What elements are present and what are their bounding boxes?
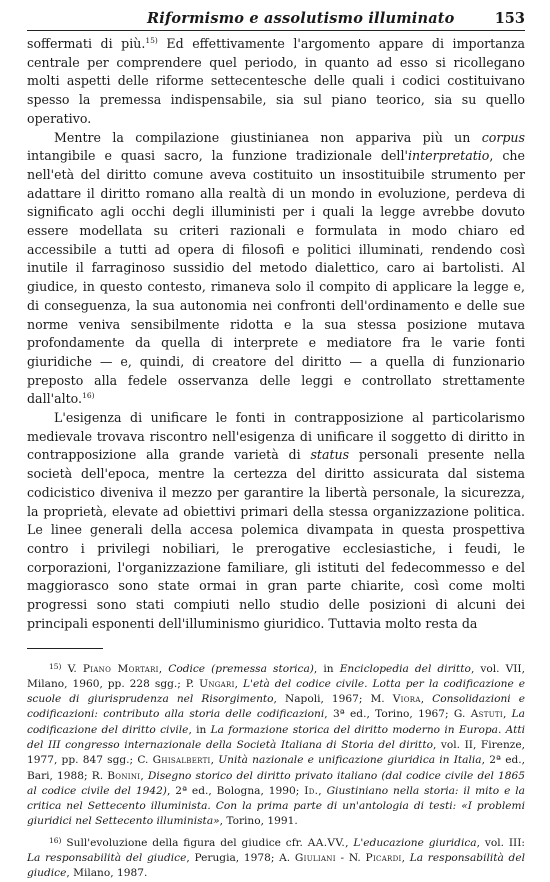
text-run: , Milano, 1987. — [66, 867, 148, 880]
work-title: La codificazione del diritto civile — [27, 708, 525, 736]
work-title: La formazione storica del diritto moderno in Europa. Atti del III congresso internazionale della Società Italiana di Storia del diritto — [27, 723, 525, 751]
author-name: Id. — [304, 784, 319, 797]
text-run: , — [345, 836, 354, 849]
footnote-number: 16) — [49, 835, 62, 845]
text-run: Ed effettivamente l'argomento appare di importanza centrale per comprendere quel periodo, in quanto ad esso si ricollegano molti aspetti delle riforme settecentesche delle quali i codici costituivano spesso la premessa indispensabile, sia sul piano teorico, sia su quello operativo. — [27, 36, 525, 126]
author-name: AA.VV. — [307, 836, 346, 849]
book-page — [27, 8, 525, 882]
main-text — [27, 35, 525, 634]
work-title: Enciclopedia del diritto — [339, 662, 471, 675]
footnote-ref-15: 15) — [145, 36, 158, 45]
author-name: Viora — [392, 693, 421, 706]
work-title: La responsabilità del giudice — [27, 852, 187, 865]
text-run: personali presente nella società dell'epoca, mentre la certezza del diritto assicurata dal sistema codicistico diveniva il mezzo per garantire la libertà personale, la sicurezza, la proprietà, elevate ad obiettivi primari della stessa organizzazione politica. Le linee generali della accesa polemica divampata in questa prospettiva contro i privilegi nobiliari, le prerogative ecclesiastiche, i feudi, le corporazioni, l'organizzazione familiare, gli istituti del fedecommesso e del maggiorasco sono state ormai in gran parte chiarite, così come molti progressi sono stati compiuti nello studio delle posizioni di alcuni dei principali esponenti dell'illuminismo giuridico. Tuttavia molto resta da — [27, 447, 526, 631]
text-run: , vol. II, Firenze, 1977, pp. 847 sgg.; C. — [27, 738, 525, 767]
text-run: intangibile e quasi sacro, la funzione tradizionale dell' — [27, 148, 408, 164]
running-header — [27, 8, 525, 31]
text-run: , — [158, 662, 169, 675]
text-run: , — [140, 769, 148, 782]
author-name: Ghisalberti — [152, 754, 211, 767]
text-run: Mentre la compilazione giustinianea non appariva più un — [54, 129, 482, 145]
text-run: , vol. VII, Milano, 1960, pp. 228 sgg.; P. — [27, 662, 525, 690]
author-name: Astuti — [470, 708, 503, 721]
footnote-ref-16: 16) — [82, 391, 95, 401]
work-title: L'educazione giuridica — [353, 836, 477, 849]
text-run: , — [401, 852, 410, 865]
text-run: , — [420, 693, 433, 706]
footnotes — [27, 662, 525, 882]
text-run: , — [318, 784, 327, 797]
italic-term: status — [310, 447, 350, 463]
paragraph-2 — [27, 129, 525, 410]
author-name: Picardi — [365, 852, 402, 865]
footnote-15 — [27, 662, 525, 830]
text-run: , — [234, 677, 243, 690]
text-run: , 2ª ed., Bologna, 1990; — [166, 784, 305, 797]
text-run: soffermati di più. — [27, 36, 146, 51]
author-name: Ungari — [199, 677, 235, 690]
work-title: Unità nazionale e unificazione giuridica in Italia — [218, 754, 482, 767]
paragraph-3 — [27, 409, 525, 633]
text-run: , 3ª ed., Torino, 1967; G. — [324, 708, 471, 721]
text-run: , — [210, 754, 219, 767]
text-run: , vol. III: — [476, 836, 525, 849]
footnote-divider — [27, 648, 103, 649]
author-name: Bonini — [107, 769, 141, 782]
text-run: , che nell'età del diritto comune aveva costituito un insostituibile strumento per adattare il diritto romano alla realtà di un mondo in evoluzione, perdeva di significato agli occhi degli illuministi per i quali la legge avrebbe dovuto essere modellata su criteri razionali e formulata in modo chiaro ed accessibile a tutti ad opera di filosofi e politici illuminati, rendendo così inutile il farraginoso sussidio del metodo dialettico, caro ai bartolisti. Al giudice, in questo contesto, rimaneva solo il compito di applicare la legge e, di conseguenza, la sua autonomia nei confronti dell'ordinamento e delle sue norme veniva sensibilmente ridotta e la sua stessa posizione mutava profondamente da quella di interprete e mediatore fra le varie fonti giuridiche — e, quindi, di creatore del diritto — a quella di funzionario preposto alla fedele osservanza delle leggi e controllato strettamente dall'alto. — [27, 148, 525, 407]
text-run: , Perugia, 1978; A. — [186, 852, 295, 865]
text-run: Sull'evoluzione della figura del giudice cfr. — [61, 836, 308, 849]
work-title: La responsabilità del giudice — [27, 852, 525, 880]
work-title: Disegno storico del diritto privato italiano (dal codice civile del 1865 al codice civile del 1942) — [27, 769, 525, 797]
author-name: Piano Mortari — [82, 662, 159, 675]
work-title: L'età del codice civile. Lotta per la codificazione e scuole di giurisprudenza nel Risorgimento — [27, 677, 525, 706]
text-run: - N. — [335, 852, 366, 865]
text-run: L'esigenza di unificare le fonti in contrapposizione al particolarismo medievale trovava riscontro nell'esigenza di unificare il soggetto di diritto in contrapposizione alla grande varietà di — [27, 410, 525, 463]
footnote-number: 15) — [49, 661, 62, 671]
text-run: , in — [313, 662, 340, 675]
paragraph-1 — [27, 35, 525, 129]
text-run: , in — [188, 723, 211, 736]
text-run: V. — [61, 662, 83, 675]
text-run: , Torino, 1991. — [219, 815, 298, 828]
author-name: Giuliani — [294, 852, 336, 865]
work-title: Consolidazioni e codificazioni: contributo alla storia delle codificazioni — [27, 693, 525, 721]
running-title: Riformismo e assolutismo illuminato — [147, 10, 455, 27]
text-run: , — [502, 708, 512, 721]
page-number: 153 — [494, 10, 525, 27]
italic-term: interpretatio — [407, 148, 490, 164]
text-run: , Napoli, 1967; M. — [273, 693, 393, 706]
italic-term: corpus — [481, 129, 525, 145]
text-run: , 2ª ed., Bari, 1988; R. — [27, 754, 525, 782]
work-title: Giustiniano nella storia: il mito e la critica nel Settecento illuminista. Con la prima parte di un'antologia di testi: «I problemi giuridici nel Settecento illuminista» — [27, 784, 525, 828]
footnote-16 — [27, 836, 525, 882]
work-title: Codice (premessa storica) — [168, 662, 314, 675]
